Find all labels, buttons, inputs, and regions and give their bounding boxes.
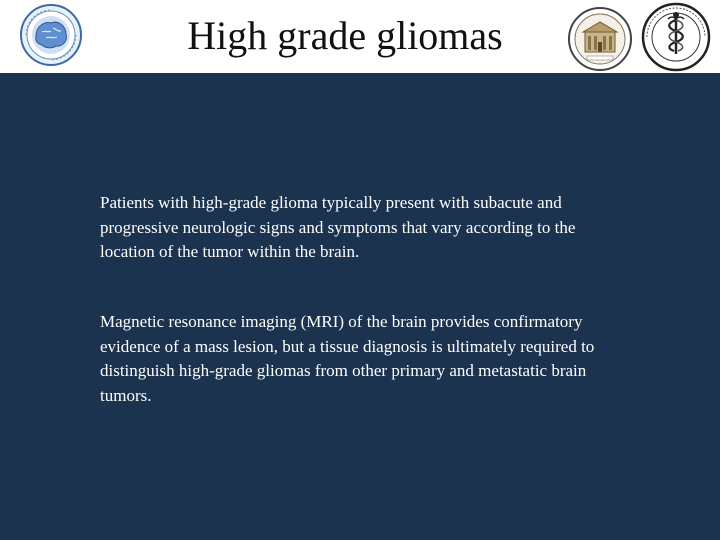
slide-header: [0, 0, 720, 73]
slide-body: [0, 73, 720, 540]
caduceus-seal: [640, 2, 712, 72]
paragraph-mri-diagnosis: Magnetic resonance imaging (MRI) of the brain provides confirmatory evidence of a mass lesion, but a tissue diagnosis is ultimately required to distinguish high-grade gliomas from other primary and metastatic brain tumors.: [100, 312, 595, 405]
paragraph-presentation: Patients with high-grade glioma typically present with subacute and progressive neurologic signs and symptoms that vary according to the location of the tumor within the brain.: [100, 193, 576, 261]
brain-society-logo: [20, 4, 82, 66]
slide-title: High grade gliomas: [187, 13, 503, 58]
university-building-seal: [567, 6, 633, 72]
